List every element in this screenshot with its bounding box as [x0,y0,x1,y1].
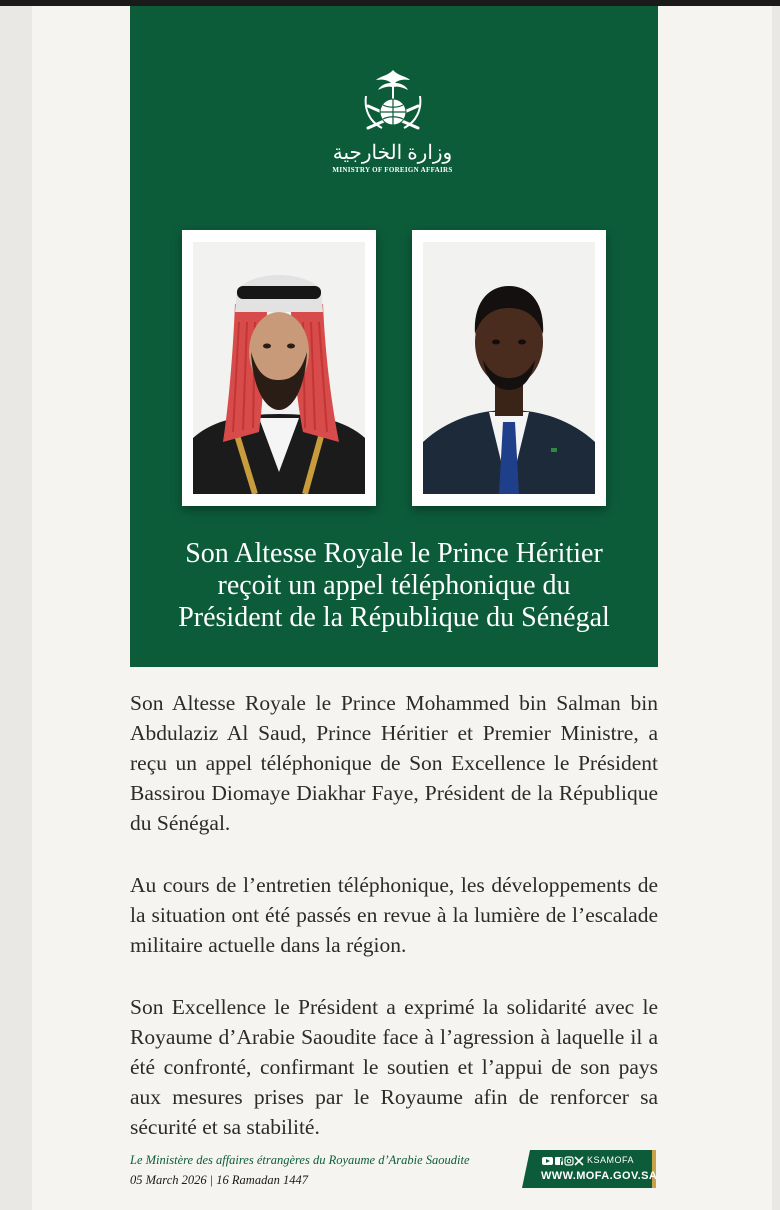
portrait-frame-president [412,230,606,506]
website-link[interactable]: WWW.MOFA.GOV.SA [541,1170,658,1182]
facebook-icon [555,1157,563,1165]
headline-line: Président de la République du Sénégal [178,602,610,633]
portrait-frame-crown-prince [182,230,376,506]
portrait-crown-prince [193,242,365,494]
saudi-emblem-icon [358,66,428,138]
paragraph: Son Excellence le Président a exprimé la solidarité avec le Royaume d’Arabie Saoudite face à l’agression à laquelle il a été confronté, confirmant le soutien et l’appui de son pays aux mesures prises par le Royaume afin de renforcer sa sécurité et sa stabilité. [130,995,658,1139]
paragraph: Au cours de l’entretien téléphonique, les développements de la situation ont été passés en revue à la lumière de l’escalade militaire actuelle dans la région. [130,873,658,957]
footer-date: 05 March 2026 | 16 Ramadan 1447 [130,1173,308,1187]
headline-line: reçoit un appel téléphonique du [217,570,571,601]
headline [130,538,658,634]
paragraph: Son Altesse Royale le Prince Mohammed bin Salman bin Abdulaziz Al Saud, Prince Héritier et Premier Ministre, a reçu un appel téléphonique de Son Excellence le Président Bassirou Diomaye Diakhar Faye, Président de la République du Sénégal. [130,691,658,835]
social-handle: KSAMOFA [587,1155,635,1165]
ministry-name-english: MINISTRY OF FOREIGN AFFAIRS [332,166,453,174]
footer-signature: Le Ministère des affaires étrangères du Royaume d’Arabie Saoudite [130,1153,470,1167]
footer-signature-block [130,1150,510,1190]
headline-line: Son Altesse Royale le Prince Héritier [185,538,603,569]
youtube-icon [542,1157,553,1165]
portrait-president [423,242,595,494]
ministry-name-arabic: وزارة الخارجية [332,142,453,164]
article-body [130,688,658,1142]
